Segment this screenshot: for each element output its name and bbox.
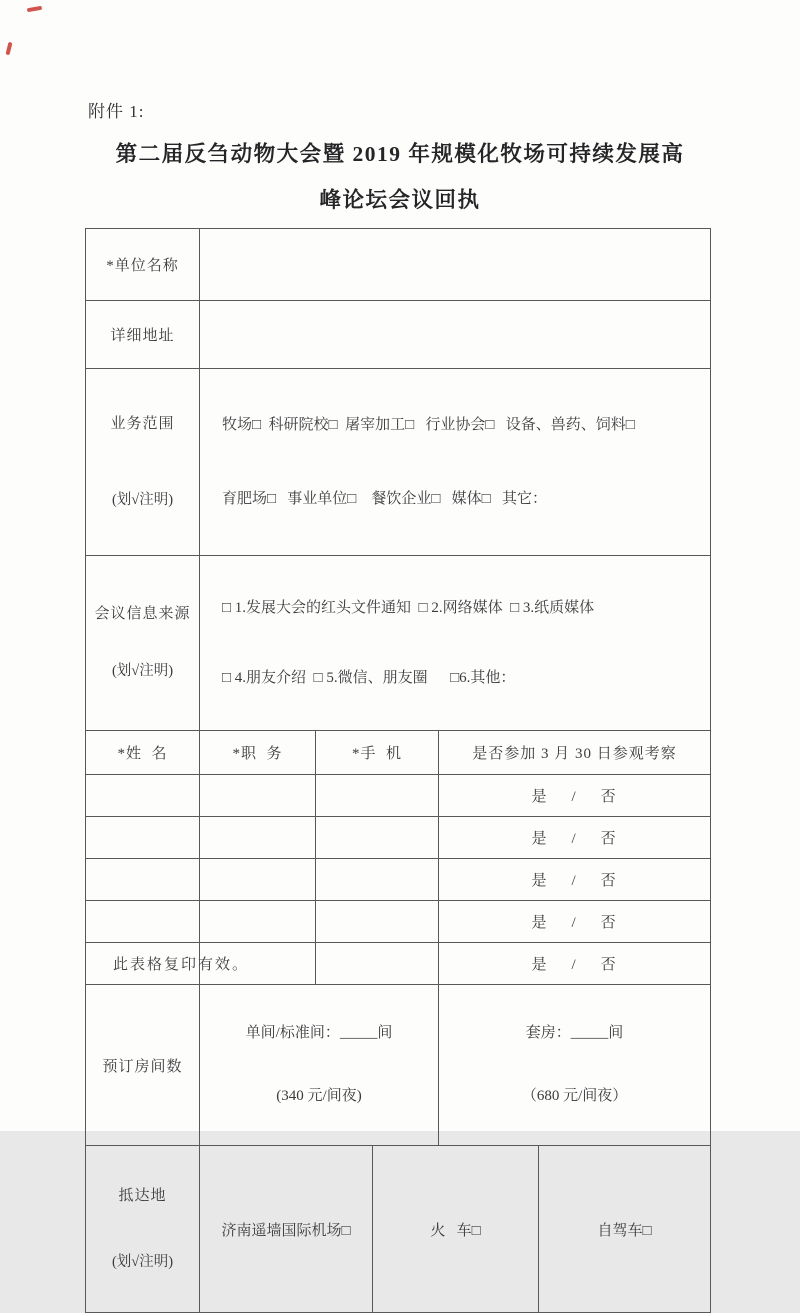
unit-name-row [86,229,711,301]
attendee-inspection-cell: 是 / 否 [439,901,711,943]
arrival-label: 抵达地 (划√注明) [86,1146,200,1313]
attendee-mobile-cell [316,859,439,901]
attendee-name-cell [86,775,200,817]
check-note: (划√注明) [111,1254,174,1270]
suite-room-price: （680 元/间夜） [521,1088,628,1104]
business-scope-options-line-2: 育肥场□ 事业单位□ 餐饮企业□ 媒体□ 其它： [222,491,547,507]
standard-room-price: (340 元/间夜) [276,1088,362,1104]
standard-room-cell [200,985,439,1146]
red-ink-mark [5,42,12,56]
info-source-options-line-2: □ 4.朋友介绍 □ 5.微信、朋友圈 □6.其他： [222,670,516,686]
attendee-inspection-cell: 是 / 否 [439,859,711,901]
form-title-line-2: 峰论坛会议回执 [319,188,481,212]
attendee-row [86,775,711,817]
attendee-header-mobile: *手 机 [316,731,439,775]
arrival-option-airport: 济南遥墙国际机场□ [200,1146,373,1313]
address-row [86,301,711,369]
attendee-header-name: *姓 名 [86,731,200,775]
business-scope-options-line-1: 牧场□ 科研院校□ 屠宰加工□ 行业协会□ 设备、兽药、饲料□ [222,417,635,433]
unit-name-value-cell [200,229,711,301]
attendee-name-cell [86,901,200,943]
info-source-options-line-1: □ 1.发展大会的红头文件通知 □ 2.网络媒体 □ 3.纸质媒体 [222,600,595,616]
check-note: (划√注明) [111,492,174,508]
attendee-mobile-cell [316,775,439,817]
attendee-row [86,817,711,859]
suite-room-count: 套房：_____间 [525,1025,624,1041]
attendee-position-cell [200,775,316,817]
room-booking-row [86,985,711,1146]
attendee-mobile-cell [316,817,439,859]
copy-valid-note: 此表格复印有效。 [113,957,250,973]
attendee-header-inspection: 是否参加 3 月 30 日参观考察 [439,731,711,775]
address-label: 详细地址 [86,301,200,369]
attendee-position-cell [200,817,316,859]
address-value-cell [200,301,711,369]
attendee-header-row [86,731,711,775]
attendee-name-cell [86,817,200,859]
room-booking-label: 预订房间数 [86,985,200,1146]
info-source-label: 会议信息来源 (划√注明) [86,556,200,731]
red-ink-mark [27,6,42,13]
info-source-row [86,556,711,731]
business-scope-row [86,369,711,556]
attendee-inspection-cell: 是 / 否 [439,943,711,985]
business-scope-options [200,369,711,556]
attendee-row [86,901,711,943]
standard-room-count: 单间/标准间：_____间 [245,1025,393,1041]
attendee-name-cell [86,859,200,901]
attachment-label: 附件 1: [88,102,145,121]
attendee-header-position: *职 务 [200,731,316,775]
attendee-inspection-cell: 是 / 否 [439,775,711,817]
attendee-mobile-cell [316,943,439,985]
business-scope-label: 业务范围 (划√注明) [86,369,200,556]
form-title-line-1: 第二届反刍动物大会暨 2019 年规模化牧场可持续发展高 [115,142,685,166]
arrival-option-train: 火 车□ [373,1146,539,1313]
registration-table [85,228,711,1313]
attendee-position-cell [200,859,316,901]
unit-name-label: *单位名称 [86,229,200,301]
attendee-mobile-cell [316,901,439,943]
suite-room-cell [439,985,711,1146]
attendee-position-cell [200,901,316,943]
arrival-row [86,1146,711,1313]
check-note: (划√注明) [111,663,174,679]
arrival-option-car: 自驾车□ [539,1146,711,1313]
attendee-inspection-cell: 是 / 否 [439,817,711,859]
info-source-options [200,556,711,731]
attendee-row [86,859,711,901]
form-title [40,131,760,223]
